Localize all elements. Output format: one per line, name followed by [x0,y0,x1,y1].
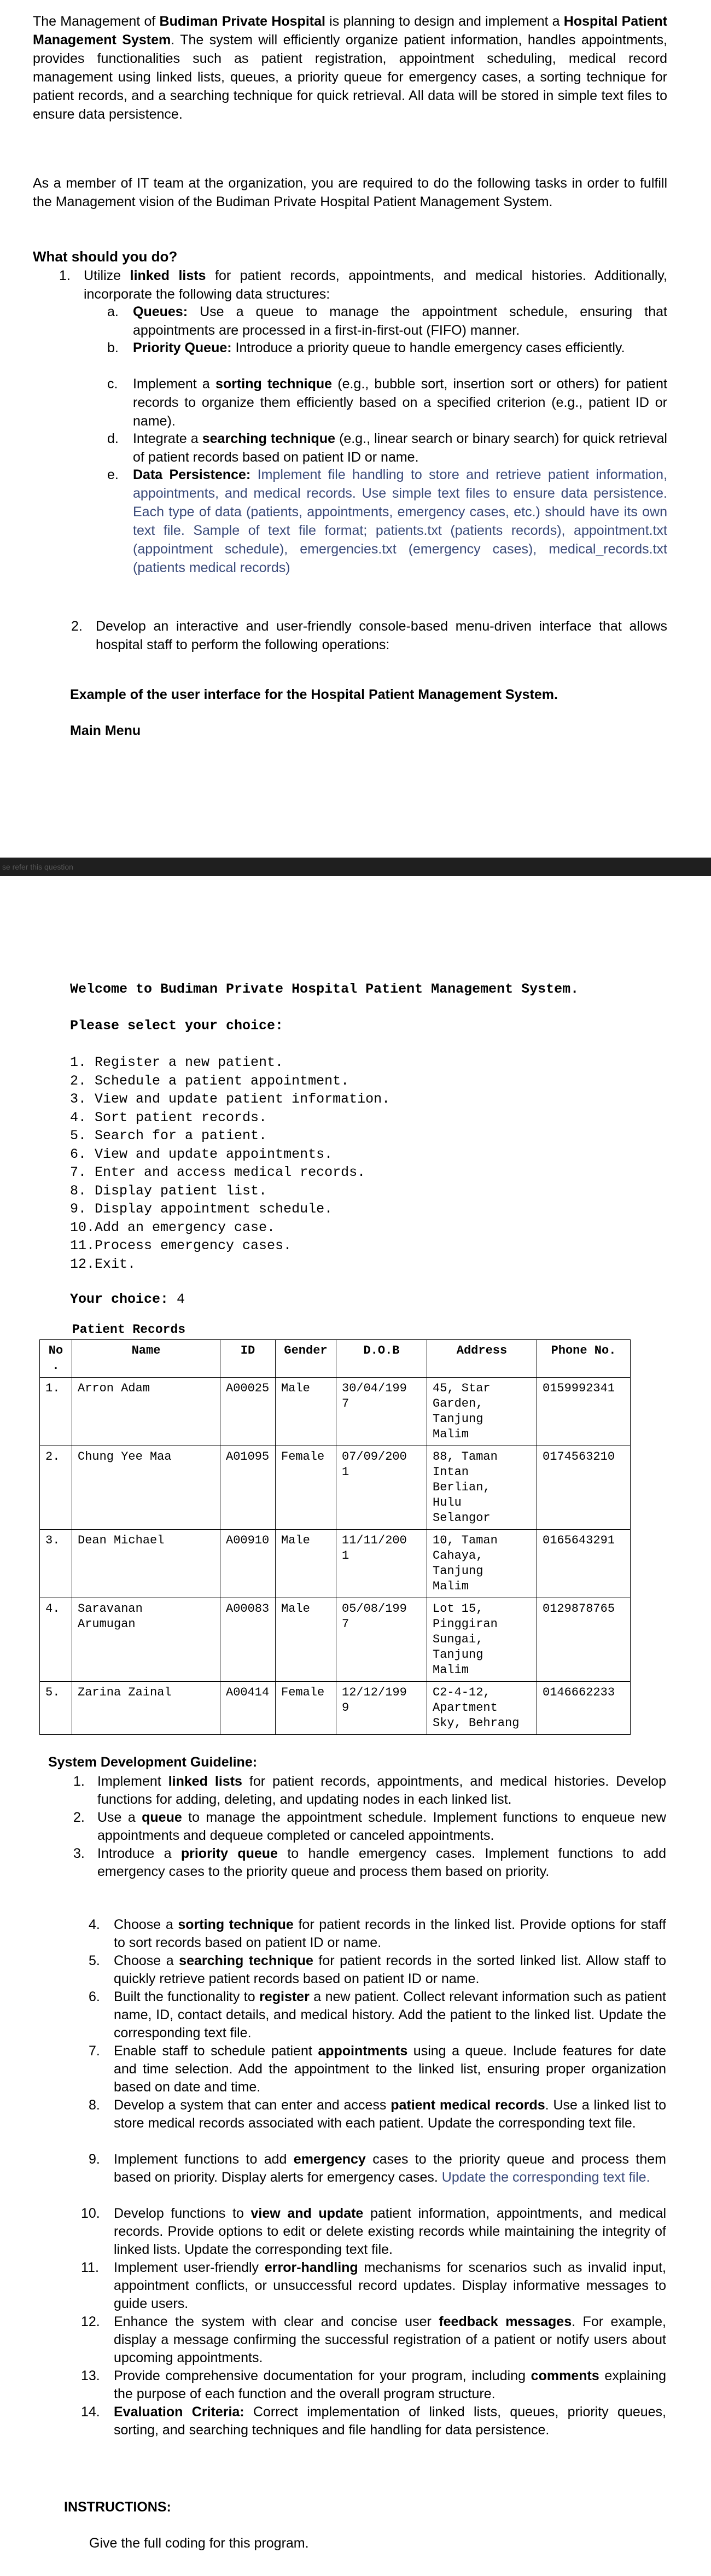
console-welcome: Welcome to Budiman Private Hospital Patient Management System. [70,981,579,997]
intro-text: The Management of [33,14,160,29]
guideline-pre: Enable staff to schedule patient [114,2043,318,2059]
guideline-text [114,2042,666,2096]
guideline-pre: Provide comprehensive documentation for your program, including [114,2368,531,2383]
guideline-text [97,1809,666,1845]
guideline-bold: emergency [293,2152,366,2167]
header-no: No . [40,1340,72,1378]
guideline-number: 14. [81,2404,100,2420]
guideline-number: 9. [89,2152,100,2167]
menu-option: 7. Enter and access medical records. [70,1164,366,1180]
cell-name: Zarina Zainal [72,1682,220,1735]
console-choice [70,1290,185,1309]
guideline-rest: for patient records in the sorted linked list. Allow staff to quickly retrieve patient records based on patient ID or name. [114,1953,666,1986]
example-heading: Example of the user interface for the Hospital Patient Management System. [70,687,558,702]
guideline-rest: Correct implementation of linked lists, queues, priority queues, sorting, and searching techniques and file handling for data persistence. [114,2404,666,2438]
system-name: Hospital Patient Management System [33,14,667,48]
guideline-item [65,2259,666,2313]
guideline-number: 1. [73,1774,85,1789]
guideline-bold: queue [142,1810,182,1825]
intro-paragraph-1 [33,12,667,124]
guideline-number: 13. [81,2368,100,2383]
cell-id: A00025 [220,1378,276,1446]
guideline-item [65,1952,666,1988]
intro-paragraph-2: As a member of IT team at the organization, you are required to do the following tasks in order to fulfill the Management vision of the Budiman Private Hospital Patient Management System. [33,176,667,209]
guideline-pre: Develop functions to [114,2206,251,2221]
sub-item-persistence [133,465,667,577]
cell-dob: 11/11/200 1 [336,1530,427,1598]
cell-name: Dean Michael [72,1530,220,1598]
cell-address: Lot 15, Pinggiran Sungai, Tanjung Malim [427,1598,537,1682]
menu-option: 4. Sort patient records. [70,1109,267,1126]
cell-name: Saravanan Arumugan [72,1598,220,1682]
guideline-rest: patient information, appointments, and medical records. Provide options to edit or delete existing records while maintaining the integrity of linked lists. Update the corresponding text file. [114,2206,666,2257]
sub-item-text: (e.g., linear search or binary search) for quick retrieval of patient records based on patient ID or name. [133,431,667,465]
guideline-pre: Use a [97,1810,142,1825]
guideline-number: 4. [89,1917,100,1932]
menu-option: 11.Process emergency cases. [70,1238,292,1254]
hospital-name: Budiman Private Hospital [159,14,325,29]
cell-phone: 0174563210 [537,1446,631,1530]
guideline-text [114,1952,666,1988]
table-header-row [40,1340,631,1378]
sub-item-priority-queue [133,339,667,357]
task-text: for patient records, appointments, and medical histories. Additionally, incorporate the following data structures: [84,268,667,302]
cell-address: 10, Taman Cahaya, Tanjung Malim [427,1530,537,1598]
guideline-pre: Implement user-friendly [114,2260,265,2275]
guideline-rest: for patient records in the linked list. Provide options for staff to sort records based on patient ID or name. [114,1917,666,1950]
instructions-text: Give the full coding for this program. [89,2536,309,2551]
sub-item-letter: a. [107,304,119,319]
cell-id: A01095 [220,1446,276,1530]
cell-dob: 12/12/199 9 [336,1682,427,1735]
guideline-rest: explaining the purpose of each function and the overall program structure. [114,2368,666,2402]
guideline-text [97,1845,666,1881]
console-options [70,1053,390,1273]
cell-dob: 30/04/199 7 [336,1378,427,1446]
cell-id: A00414 [220,1682,276,1735]
guideline-number: 8. [89,2097,100,2113]
page-divider-bar [0,858,711,876]
divider-text: se refer this question [2,862,73,871]
guideline-bold: register [259,1989,310,2004]
guideline-item [65,2205,666,2259]
guideline-text [114,2096,666,2132]
sub-item-sorting [133,375,667,430]
cell-gender: Male [276,1530,336,1598]
guideline-number: 7. [89,2043,100,2059]
sub-item-letter: c. [107,376,118,392]
sub-item-letter: b. [107,340,119,355]
tasks-heading: What should you do? [33,248,178,265]
guideline-item [48,1773,666,1809]
main-menu-heading: Main Menu [70,723,141,738]
guideline-item [65,2150,666,2187]
menu-option: 3. View and update patient information. [70,1091,391,1107]
guideline-pre: Built the functionality to [114,1989,260,2004]
guideline-text [114,2150,666,2187]
sub-item-letter: d. [107,431,119,446]
guideline-rest: a new patient. Collect relevant information such as patient name, ID, contact details, and medical history. Add the patient to the linked list. Update the corresponding text file. [114,1989,666,2041]
guideline-bold: priority queue [180,1846,278,1861]
sub-item-letter: e. [107,467,119,482]
console-prompt: Please select your choice: [70,1018,284,1034]
sub-item-text: Use a queue to manage the appointment schedule, ensuring that appointments are processed in a first-in-first-out (FIFO) manner. [133,304,667,338]
cell-no: 3. [40,1530,72,1598]
cell-address: C2-4-12, Apartment Sky, Behrang [427,1682,537,1735]
task-1-text [84,266,667,304]
menu-option: 6. View and update appointments. [70,1146,333,1162]
guideline-bold: searching technique [179,1953,313,1968]
menu-option: 2. Schedule a patient appointment. [70,1073,349,1089]
cell-dob: 05/08/199 7 [336,1598,427,1682]
guideline-text [114,2367,666,2403]
cell-gender: Female [276,1446,336,1530]
guideline-item [65,1916,666,1952]
guideline-bold: comments [531,2368,599,2383]
guideline-item [65,2313,666,2367]
guideline-number: 6. [89,1989,100,2004]
guideline-pre: Choose a [114,1953,179,1968]
sub-item-text: Introduce a priority queue to handle emergency cases efficiently. [231,340,625,355]
guideline-bold: appointments [318,2043,408,2059]
guideline-text [114,2403,666,2439]
sub-item-bold: sorting technique [215,376,333,392]
table-row [40,1378,631,1446]
guideline-text [114,2205,666,2259]
header-phone: Phone No. [537,1340,631,1378]
guideline-bold: patient medical records [391,2097,545,2113]
guideline-text [114,2313,666,2367]
task-2-text: Develop an interactive and user-friendly console-based menu-driven interface that allows hospital staff to perform the following operations: [96,619,667,652]
task-text: Utilize [84,268,130,283]
header-id: ID [220,1340,276,1378]
guideline-item [65,2096,666,2132]
choice-label: Your choice: [70,1291,169,1307]
patient-records-table [39,1339,631,1735]
cell-gender: Female [276,1682,336,1735]
guideline-bold: view and update [250,2206,364,2221]
guideline-item [48,1845,666,1881]
menu-option: 8. Display patient list. [70,1182,267,1199]
sub-item-text: Implement a [133,376,216,392]
guideline-item [65,2042,666,2096]
guideline-number: 2. [73,1810,85,1825]
guideline-pre: Introduce a [97,1846,181,1861]
cell-address: 45, Star Garden, Tanjung Malim [427,1378,537,1446]
cell-id: A00910 [220,1530,276,1598]
task-2-number: 2. [71,619,83,634]
cell-name: Arron Adam [72,1378,220,1446]
sub-item-bold: searching technique [202,431,335,446]
intro-text: is planning to design and implement a [325,14,564,29]
guideline-bold: Evaluation Criteria: [114,2404,244,2420]
guideline-number: 10. [81,2206,100,2221]
guideline-item [65,1988,666,2042]
guideline-text [114,1988,666,2042]
guideline-pre: Develop a system that can enter and access [114,2097,391,2113]
sub-item-searching [133,429,667,467]
sub-item-queues [133,302,667,340]
instructions-heading: INSTRUCTIONS: [64,2499,171,2515]
guideline-number: 12. [81,2314,100,2329]
table-row [40,1446,631,1530]
guideline-pre: Implement [97,1774,168,1789]
sub-item-text: (e.g., bubble sort, insertion sort or others) for patient records to organize them efficiently based on a specified criterion (e.g., patient ID or name). [133,376,667,429]
cell-dob: 07/09/200 1 [336,1446,427,1530]
guideline-pre: Implement functions to add [114,2152,294,2167]
guideline-bold: error-handling [264,2260,358,2275]
cell-id: A00083 [220,1598,276,1682]
guideline-rest: mechanisms for scenarios such as invalid input, appointment conflicts, or unsuccessful record updates. Display informative messages to guide users. [114,2260,666,2311]
cell-phone: 0146662233 [537,1682,631,1735]
guideline-bold: feedback messages [439,2314,572,2329]
cell-no: 4. [40,1598,72,1682]
cell-address: 88, Taman Intan Berlian, Hulu Selangor [427,1446,537,1530]
guideline-number: 3. [73,1846,85,1861]
cell-phone: 0159992341 [537,1378,631,1446]
cell-gender: Male [276,1598,336,1682]
guideline-pre: Enhance the system with clear and concise user [114,2314,439,2329]
header-dob: D.O.B [336,1340,427,1378]
menu-option: 1. Register a new patient. [70,1054,284,1070]
guideline-rest: using a queue. Include features for date and time selection. Add the appointment to the linked list, ensuring proper organization based on date and time. [114,2043,666,2095]
guideline-rest: cases to the priority queue and process them based on priority. Display alerts for emergency cases. [114,2152,666,2185]
guideline-item [48,1809,666,1845]
task-1-number: 1. [59,268,71,283]
header-gender: Gender [276,1340,336,1378]
cell-no: 2. [40,1446,72,1530]
guideline-number: 5. [89,1953,100,1968]
task-bold: linked lists [130,268,206,283]
records-caption: Patient Records [72,1322,186,1337]
menu-option: 9. Display appointment schedule. [70,1201,333,1217]
guideline-rest: for patient records, appointments, and medical histories. Develop functions for adding, deleting, and updating nodes in each linked list. [97,1774,666,1807]
guideline-blue: Update the corresponding text file. [441,2170,650,2185]
sub-item-text: Implement file handling to store and retrieve patient information, appointments, and medical records. Use simple text files to ensure data persistence. Each type of data (patients, appointments, emergency cases, etc.) should have its own text file. Sample of text file format; patients.txt (patients records), appointment.txt (appointment schedule), emergencies.txt (emergency cases), medical_records.txt (patients medical records) [133,467,668,575]
cell-phone: 0129878765 [537,1598,631,1682]
choice-value: 4 [177,1291,185,1307]
guideline-bold: sorting technique [178,1917,294,1932]
menu-option: 5. Search for a patient. [70,1128,267,1144]
menu-option: 12.Exit. [70,1256,136,1272]
sub-item-bold: Queues: [133,304,188,319]
table-row [40,1598,631,1682]
cell-name: Chung Yee Maa [72,1446,220,1530]
table-row [40,1682,631,1735]
sub-item-bold: Data Persistence: [133,467,251,482]
sub-item-text: Integrate a [133,431,202,446]
sub-item-bold: Priority Queue: [133,340,232,355]
cell-no: 5. [40,1682,72,1735]
cell-phone: 0165643291 [537,1530,631,1598]
guideline-rest: to handle emergency cases. Implement functions to add emergency cases to the priority queue and process them based on priority. [97,1846,667,1879]
guideline-rest: . Use a linked list to store medical records associated with each patient. Update the corresponding text file. [114,2097,666,2131]
guideline-text [114,2259,666,2313]
guideline-item [65,2367,666,2403]
guideline-text [114,1916,666,1952]
guideline-item [65,2403,666,2439]
cell-no: 1. [40,1378,72,1446]
table-row [40,1530,631,1598]
intro-text: . The system will efficiently organize patient information, handles appointments, provides functionalities such as patient registration, appointment scheduling, medical record management using linked lists, queues, a priority queue for emergency cases, a sorting technique for patient records, and a searching technique for quick retrieval. All data will be stored in simple text files to ensure data persistence. [33,32,667,122]
menu-option: 10.Add an emergency case. [70,1219,276,1235]
guideline-number: 11. [81,2260,99,2275]
guideline-heading: System Development Guideline: [48,1755,258,1770]
cell-gender: Male [276,1378,336,1446]
guideline-text [97,1773,666,1809]
guideline-bold: linked lists [168,1774,242,1789]
guideline-rest: . For example, display a message confirming the successful registration of a patient or notify users about upcoming appointments. [114,2314,666,2365]
header-name: Name [72,1340,220,1378]
header-address: Address [427,1340,537,1378]
guideline-rest: to manage the appointment schedule. Implement functions to enqueue new appointments and dequeue completed or canceled appointments. [97,1810,666,1843]
guideline-pre: Choose a [114,1917,178,1932]
